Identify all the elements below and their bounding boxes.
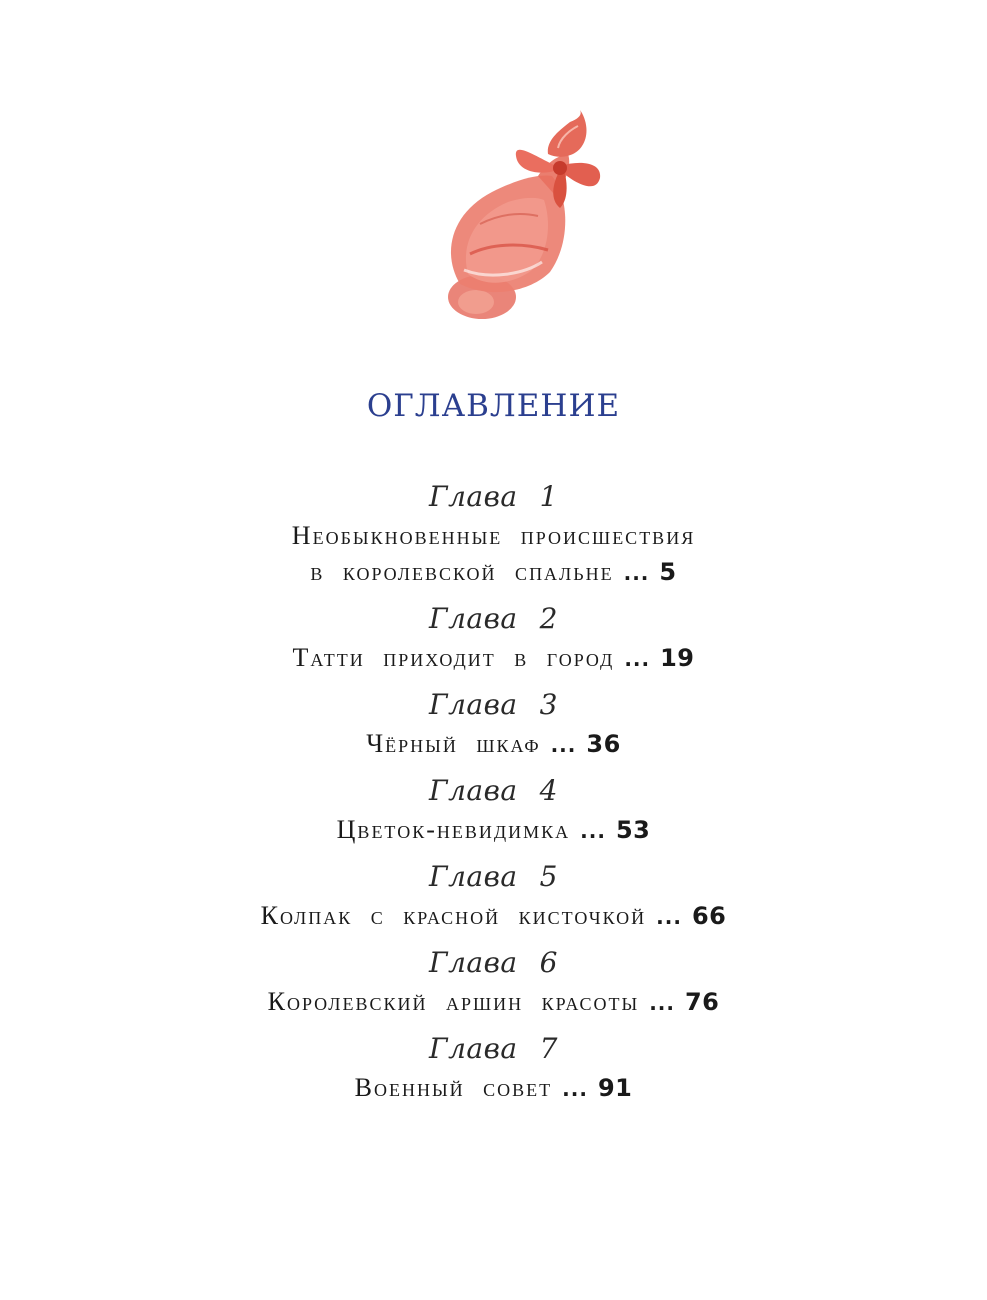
bottle-illustration (420, 104, 650, 340)
chapter-title: Чёрный шкаф (366, 729, 541, 758)
chapter-title: Необыкновенные происшествия (291, 521, 696, 550)
chapter-label: Глава (429, 774, 518, 807)
chapter-title: Татти приходит в город (292, 643, 615, 672)
chapter-title: Королевский аршин красоты (267, 987, 640, 1016)
chapter-heading (0, 856, 987, 898)
chapter-number: 3 (539, 688, 558, 721)
toc-entry-chapter-3 (0, 684, 987, 763)
chapter-title-line (0, 554, 987, 591)
chapter-title: Цветок-невидимка (336, 815, 571, 844)
leader-dots: ... (649, 991, 675, 1015)
chapter-title-line (0, 898, 987, 935)
chapter-heading (0, 684, 987, 726)
chapter-heading (0, 942, 987, 984)
leader-dots: ... (562, 1077, 588, 1101)
bottle-icon (420, 104, 650, 340)
chapter-title-line (0, 640, 987, 677)
leader-dots: ... (624, 647, 651, 671)
chapter-number: 7 (539, 1032, 558, 1065)
chapter-number: 6 (539, 946, 558, 979)
leader-dots: ... (623, 561, 650, 585)
leader-dots: ... (550, 733, 577, 757)
table-of-contents (0, 476, 987, 1107)
toc-entry-chapter-2 (0, 598, 987, 677)
chapter-title-line (0, 1070, 987, 1107)
chapter-heading (0, 770, 987, 812)
toc-entry-chapter-1 (0, 476, 987, 591)
toc-entry-chapter-6 (0, 942, 987, 1021)
toc-entry-chapter-5 (0, 856, 987, 935)
chapter-heading (0, 476, 987, 518)
chapter-number: 5 (539, 860, 558, 893)
chapter-label: Глава (429, 602, 518, 635)
page-number: 5 (659, 558, 677, 586)
chapter-title-line (0, 518, 987, 554)
chapter-number: 1 (539, 480, 558, 513)
leader-dots: ... (656, 905, 682, 929)
chapter-title-line (0, 984, 987, 1021)
page-number: 66 (691, 902, 727, 930)
chapter-label: Глава (429, 860, 518, 893)
page-number: 91 (597, 1074, 633, 1102)
chapter-number: 2 (539, 602, 558, 635)
chapter-label: Глава (429, 1032, 518, 1065)
chapter-heading (0, 1028, 987, 1070)
toc-title: ОГЛАВЛЕНИЕ (366, 388, 621, 424)
leader-dots: ... (580, 819, 606, 843)
chapter-label: Глава (429, 480, 518, 513)
chapter-heading (0, 598, 987, 640)
chapter-title: в королевской спальне (310, 557, 614, 586)
chapter-label: Глава (429, 688, 518, 721)
toc-entry-chapter-4 (0, 770, 987, 849)
page-number: 53 (615, 816, 651, 844)
page-number: 36 (586, 730, 621, 758)
chapter-title: Колпак с красной кисточкой (260, 901, 647, 930)
chapter-title: Военный совет (354, 1073, 553, 1102)
page-number: 19 (660, 644, 695, 672)
chapter-title-line (0, 812, 987, 849)
page-number: 76 (684, 988, 720, 1016)
chapter-title-line (0, 726, 987, 763)
chapter-number: 4 (539, 774, 558, 807)
chapter-label: Глава (429, 946, 518, 979)
toc-entry-chapter-7 (0, 1028, 987, 1107)
